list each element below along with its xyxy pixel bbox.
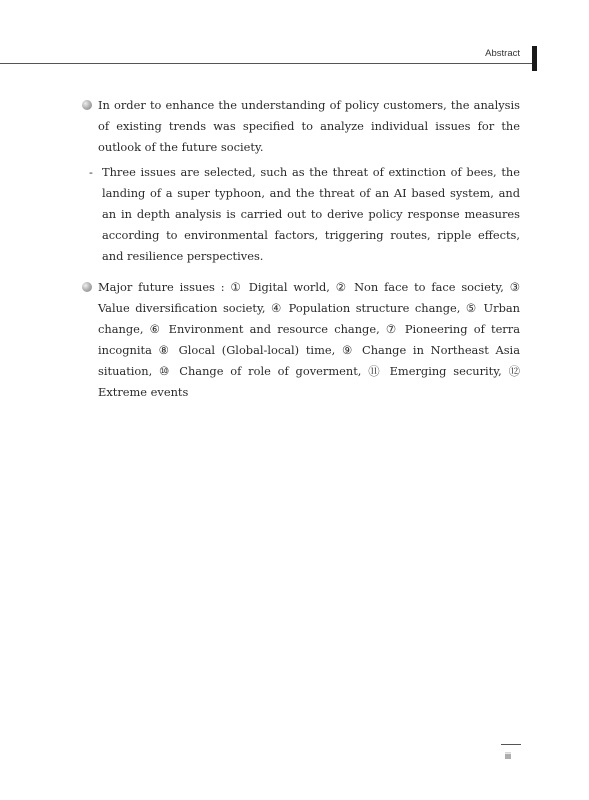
bullet-text-2: Major future issues : ① Digital world, ② Non face to face society, ③ Value diversification society, ④ Population structure change, ⑤ Urban change, ⑥ Environment and resource change, ⑦ Pioneering of terra incognita ⑧ Glocal (Global-local) time, ⑨ Change in Northeast Asia situation, ⑩ Change of role of goverment, ⑪ Emerging security, ⑫ Extreme events — [98, 280, 520, 399]
footer-rule — [501, 744, 521, 745]
sub-text-1: Three issues are selected, such as the threat of extinction of bees, the landing of a super typhoon, and the threat of an AI based system, and an in depth analysis is carried out to derive policy response measures according to environmental factors, triggering routes, ripple effects, and resilience perspectives. — [102, 165, 520, 263]
dash-marker: - — [89, 165, 93, 179]
bullet-paragraph-2 — [80, 277, 520, 403]
sphere-bullet-icon — [82, 100, 92, 110]
abstract-body — [80, 95, 520, 403]
sphere-bullet-icon — [82, 282, 92, 292]
bullet-paragraph-1 — [80, 95, 520, 158]
page-number: iii — [505, 751, 511, 761]
header-rule — [0, 63, 532, 64]
sub-paragraph-1 — [80, 162, 520, 267]
running-header-title: Abstract — [485, 48, 520, 59]
header-accent-bar — [532, 46, 537, 71]
bullet-text-1: In order to enhance the understanding of policy customers, the analysis of existing trends was specified to analyze individual issues for the outlook of the future society. — [98, 98, 520, 154]
